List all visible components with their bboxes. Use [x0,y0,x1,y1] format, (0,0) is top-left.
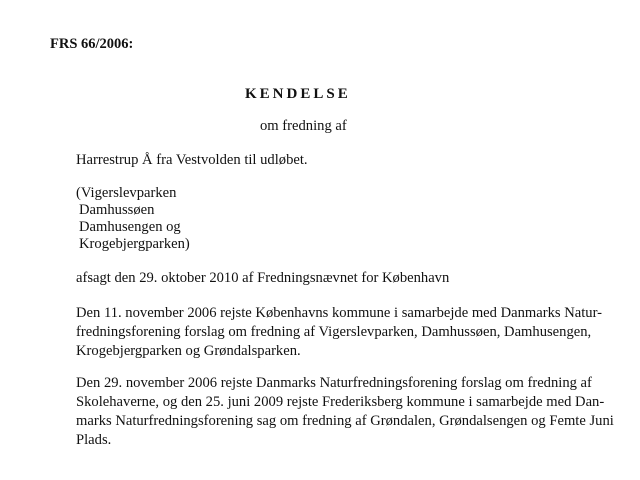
paragraph-line: Krogebjergparken og Grøndalsparken. [76,343,301,359]
paragraph-line: Den 29. november 2006 rejste Danmarks Naturfredningsforening forslag om fredning af [76,375,592,391]
parks-list [76,185,190,253]
subject-line: Harrestrup Å fra Vestvolden til udløbet. [76,152,308,168]
document-subtitle: om fredning af [260,118,347,134]
document-title: KENDELSE [245,86,351,102]
park-item: (Vigerslevparken [76,185,177,201]
paragraph-line: marks Naturfredningsforening sag om fredning af Grøndalen, Grøndalsengen og Femte Juni [76,413,614,429]
issued-line: afsagt den 29. oktober 2010 af Fredningsnævnet for København [76,270,450,286]
paragraph-line: fredningsforening forslag om fredning af Vigerslevparken, Damhussøen, Damhusengen, [76,324,592,340]
body-paragraph [76,304,636,361]
case-number: FRS 66/2006: [50,36,134,52]
body-paragraph [76,374,636,450]
park-item: Damhussøen [79,202,155,218]
paragraph-line: Skolehaverne, og den 25. juni 2009 rejste Frederiksberg kommune i samarbejde med Dan- [76,394,605,410]
paragraph-line: Den 11. november 2006 rejste Københavns kommune i samarbejde med Danmarks Natur- [76,305,603,321]
paragraph-line: Plads. [76,432,112,448]
park-item: Krogebjergparken) [79,236,190,252]
park-item: Damhusengen og [79,219,181,235]
